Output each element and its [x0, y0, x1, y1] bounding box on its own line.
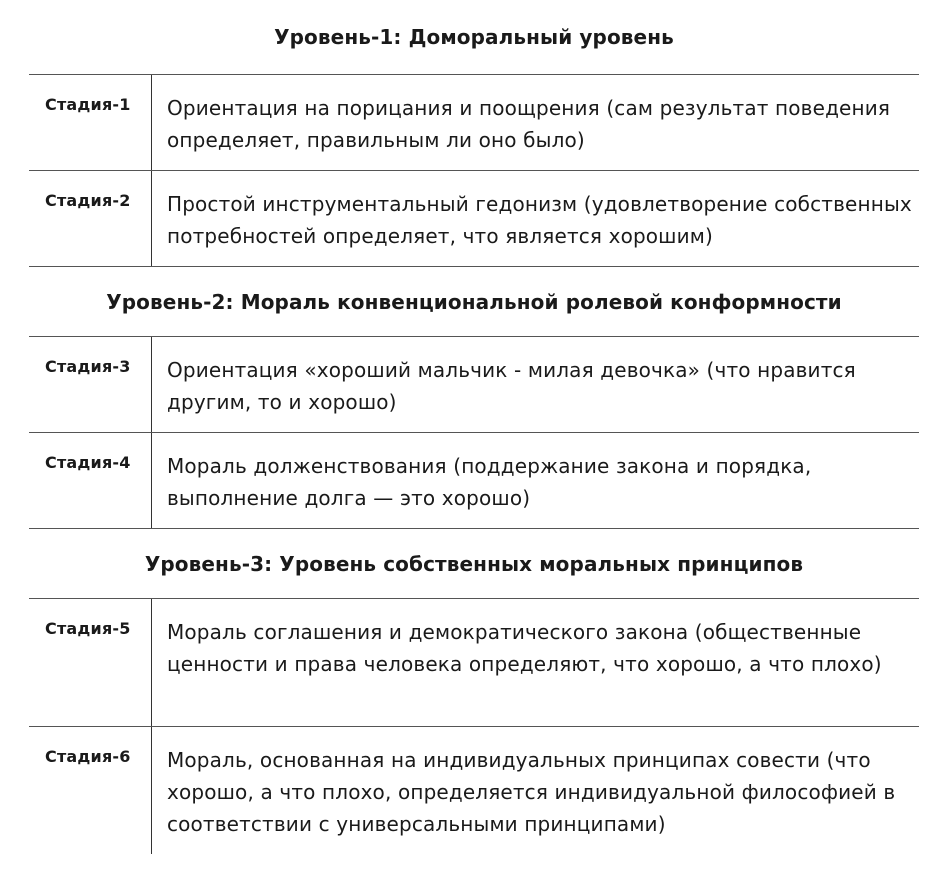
stage-row-3: [29, 337, 919, 432]
stage-row-1: [29, 75, 919, 170]
stage-label: Стадия-1: [29, 75, 152, 170]
stage-row-5: [29, 599, 919, 726]
level-2-title: Уровень-2: Мораль конвенциональной ролевой конформности: [106, 289, 842, 314]
stage-description: Мораль соглашения и демократического закона (общественные ценности и права человека определяют, что хорошо, а что плохо): [167, 620, 882, 676]
stage-row-2: [29, 170, 919, 266]
stage-description: Простой инструментальный гедонизм (удовлетворение собственных потребностей определяет, что является хорошим): [167, 192, 912, 248]
moral-development-table: [29, 0, 919, 854]
stage-row-6: [29, 726, 919, 854]
stage-description: Мораль, основанная на индивидуальных принципах совести (что хорошо, а что плохо, определяется индивидуальной философией в соответствии с универсальными принципами): [167, 748, 896, 836]
stage-label: Стадия-6: [29, 727, 152, 854]
stage-label: Стадия-3: [29, 337, 152, 432]
stage-label: Стадия-4: [29, 433, 152, 528]
level-3-title: Уровень-3: Уровень собственных моральных принципов: [144, 551, 804, 576]
stage-description: Ориентация на порицания и поощрения (сам результат поведения определяет, правильным ли оно было): [167, 96, 891, 152]
stage-row-4: [29, 432, 919, 528]
level-1-title: Уровень-1: Доморальный уровень: [274, 25, 674, 49]
stage-description: Ориентация «хороший мальчик - милая девочка» (что нравится другим, то и хорошо): [167, 358, 856, 414]
stage-label: Стадия-2: [29, 171, 152, 266]
stage-label: Стадия-5: [29, 599, 152, 726]
stage-description: Мораль долженствования (поддержание закона и порядка, выполнение долга — это хорошо): [167, 454, 812, 510]
